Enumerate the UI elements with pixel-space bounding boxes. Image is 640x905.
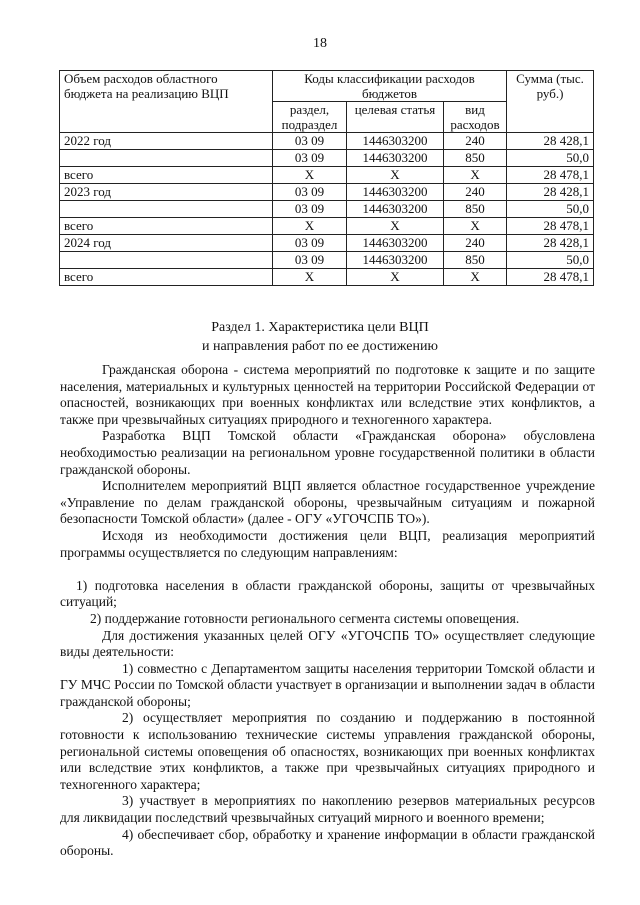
row-sum: 50,0 xyxy=(507,252,594,269)
list-item: 2) поддержание готовности регионального сегмента системы оповещения. xyxy=(90,610,520,626)
table-header-row xyxy=(60,71,594,102)
row-sum: 28 478,1 xyxy=(507,218,594,235)
table-row xyxy=(60,252,594,269)
row-type: 850 xyxy=(444,252,507,269)
page-number: 18 xyxy=(313,36,327,51)
row-sum: 28 478,1 xyxy=(507,269,594,286)
table-row xyxy=(60,150,594,167)
row-label: 2024 год xyxy=(60,235,273,252)
row-section: 03 09 xyxy=(273,252,347,269)
row-label xyxy=(60,150,273,167)
row-type: 850 xyxy=(444,150,507,167)
row-label: 2023 год xyxy=(60,184,273,201)
header-classification-codes: Коды классификации расходов бюджетов xyxy=(273,71,507,102)
table-row xyxy=(60,184,594,201)
row-section: 03 09 xyxy=(273,235,347,252)
row-sum: 28 428,1 xyxy=(507,235,594,252)
paragraph: Гражданская оборона - система мероприятий по подготовке к защите и по защите населения, материальных и культурных ценностей на территории Российской Федерации от опасностей, возникающих при военных конфликтах или вследствие этих конфликтов, а также при чрезвычайных ситуациях природного и техногенного характера. xyxy=(60,362,595,427)
row-article: 1446303200 xyxy=(347,184,444,201)
row-type: 240 xyxy=(444,235,507,252)
row-section: 03 09 xyxy=(273,150,347,167)
row-article: X xyxy=(347,269,444,286)
list-item: 4) обеспечивает сбор, обработку и хранение информации в области гражданской обороны. xyxy=(60,826,595,859)
table-row xyxy=(60,201,594,218)
row-label xyxy=(60,201,273,218)
budget-table xyxy=(59,70,594,286)
row-section: 03 09 xyxy=(273,201,347,218)
row-label: 2022 год xyxy=(60,133,273,150)
row-label xyxy=(60,252,273,269)
paragraph: Разработка ВЦП Томской области «Гражданская оборона» обусловлена необходимостью реализации на региональном уровне государственной политики в области гражданской обороны. xyxy=(60,428,595,477)
row-article: 1446303200 xyxy=(347,252,444,269)
table-row xyxy=(60,269,594,286)
table-row xyxy=(60,167,594,184)
row-sum: 50,0 xyxy=(507,201,594,218)
section-title-line1: Раздел 1. Характеристика цели ВЦП xyxy=(211,320,429,335)
row-label: всего xyxy=(60,218,273,235)
row-section: X xyxy=(273,218,347,235)
row-article: X xyxy=(347,167,444,184)
row-article: 1446303200 xyxy=(347,201,444,218)
list-item: 1) совместно с Департаментом защиты населения территории Томской области и ГУ МЧС России по Томской области участвует в организации и выполнении задач в области гражданской обороны; xyxy=(60,660,595,709)
row-type: 240 xyxy=(444,184,507,201)
table-row xyxy=(60,235,594,252)
header-sum: Сумма (тыс. руб.) xyxy=(507,71,594,133)
row-type: X xyxy=(444,269,507,286)
header-section: раздел, подраздел xyxy=(273,102,347,133)
row-label: всего xyxy=(60,269,273,286)
table-row xyxy=(60,133,594,150)
list-item xyxy=(60,561,595,611)
row-section: 03 09 xyxy=(273,184,347,201)
header-article: целевая статья xyxy=(347,102,444,133)
row-section: X xyxy=(273,269,347,286)
header-expense-type: вид расходов xyxy=(444,102,507,133)
row-sum: 50,0 xyxy=(507,150,594,167)
paragraph: Исполнителем мероприятий ВЦП является областное государственное учреждение «Управление по делам гражданской обороны, чрезвычайным ситуациям и пожарной безопасности Томской области» (далее - ОГУ «УГОЧСПБ ТО»). xyxy=(60,478,595,527)
row-section: X xyxy=(273,167,347,184)
row-article: X xyxy=(347,218,444,235)
header-budget-volume: Объем расходов областного бюджета на реализацию ВЦП xyxy=(60,71,273,133)
list-item: 3) участвует в мероприятиях по накоплению резервов материальных ресурсов для ликвидации последствий чрезвычайных ситуаций мирного и военного времени; xyxy=(60,793,595,826)
paragraph: Исходя из необходимости достижения цели ВЦП, реализация мероприятий программы осуществляется по следующим направлениям: xyxy=(60,527,595,560)
row-sum: 28 478,1 xyxy=(507,167,594,184)
row-article: 1446303200 xyxy=(347,133,444,150)
section-title xyxy=(0,318,640,356)
list-item-text: 1) подготовка населения в области гражданской обороны, защиты от чрезвычайных ситуаций; xyxy=(60,577,595,610)
row-section: 03 09 xyxy=(273,133,347,150)
row-article: 1446303200 xyxy=(347,150,444,167)
row-type: X xyxy=(444,218,507,235)
row-label: всего xyxy=(60,167,273,184)
row-sum: 28 428,1 xyxy=(507,184,594,201)
row-article: 1446303200 xyxy=(347,235,444,252)
body-text xyxy=(60,362,595,860)
row-type: 850 xyxy=(444,201,507,218)
paragraph: Для достижения указанных целей ОГУ «УГОЧСПБ ТО» осуществляет следующие виды деятельности: xyxy=(60,627,595,660)
row-sum: 28 428,1 xyxy=(507,133,594,150)
row-type: X xyxy=(444,167,507,184)
table-row xyxy=(60,218,594,235)
section-title-line2: и направления работ по ее достижению xyxy=(202,339,438,354)
list-item: 2) осуществляет мероприятия по созданию и поддержанию в постоянной готовности к использованию технические системы управления гражданской обороны, региональной системы оповещения об опасностях, возникающих при военных конфликтах или вследствие этих конфликтов, а также при чрезвычайных ситуациях природного и техногенного характера; xyxy=(60,710,595,792)
row-type: 240 xyxy=(444,133,507,150)
